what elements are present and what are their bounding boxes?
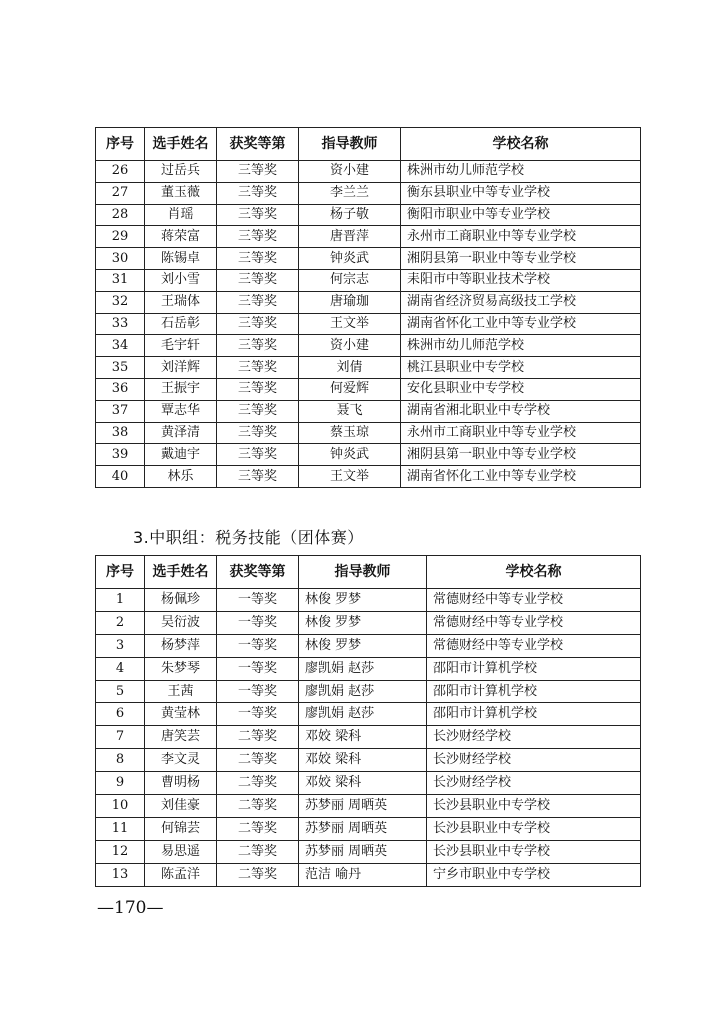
cell-teacher: 钟炎武 — [299, 444, 401, 466]
cell-name: 朱梦琴 — [145, 657, 217, 680]
cell-school: 湖南省湘北职业中专学校 — [401, 400, 641, 422]
table-row — [96, 863, 641, 886]
header-teacher: 指导教师 — [299, 556, 427, 589]
cell-award: 二等奖 — [217, 726, 299, 749]
table-row — [96, 444, 641, 466]
cell-school: 安化县职业中专学校 — [401, 378, 641, 400]
cell-index: 36 — [96, 378, 145, 400]
cell-name: 王茜 — [145, 680, 217, 703]
cell-index: 31 — [96, 269, 145, 291]
cell-index: 29 — [96, 226, 145, 248]
table-row — [96, 795, 641, 818]
cell-name: 蒋荣富 — [145, 226, 217, 248]
cell-name: 刘佳豪 — [145, 795, 217, 818]
cell-award: 三等奖 — [217, 182, 299, 204]
cell-award: 二等奖 — [217, 840, 299, 863]
table-row — [96, 204, 641, 226]
cell-name: 石岳彰 — [145, 313, 217, 335]
table-row — [96, 248, 641, 270]
cell-name: 杨梦萍 — [145, 634, 217, 657]
cell-teacher: 邓姣 梁科 — [299, 772, 427, 795]
cell-school: 湖南省怀化工业中等专业学校 — [401, 313, 641, 335]
cell-teacher: 刘倩 — [299, 357, 401, 379]
cell-teacher: 廖凯娟 赵莎 — [299, 657, 427, 680]
cell-name: 过岳兵 — [145, 161, 217, 183]
cell-teacher: 何宗志 — [299, 269, 401, 291]
cell-index: 37 — [96, 400, 145, 422]
header-index: 序号 — [96, 556, 145, 589]
cell-award: 二等奖 — [217, 749, 299, 772]
table-row — [96, 466, 641, 488]
cell-index: 39 — [96, 444, 145, 466]
cell-teacher: 范洁 喻丹 — [299, 863, 427, 886]
cell-index: 1 — [96, 589, 145, 612]
table-row — [96, 611, 641, 634]
table-row — [96, 840, 641, 863]
cell-award: 三等奖 — [217, 357, 299, 379]
cell-teacher: 杨子敬 — [299, 204, 401, 226]
cell-school: 长沙财经学校 — [427, 772, 641, 795]
cell-school: 长沙财经学校 — [427, 726, 641, 749]
cell-school: 邵阳市计算机学校 — [427, 657, 641, 680]
cell-teacher: 苏梦丽 周晒英 — [299, 817, 427, 840]
cell-index: 6 — [96, 703, 145, 726]
header-name: 选手姓名 — [145, 128, 217, 161]
cell-school: 湘阴县第一职业中等专业学校 — [401, 444, 641, 466]
cell-award: 一等奖 — [217, 657, 299, 680]
cell-award: 一等奖 — [217, 589, 299, 612]
table-row — [96, 634, 641, 657]
table-row — [96, 589, 641, 612]
cell-school: 湖南省经济贸易高级技工学校 — [401, 291, 641, 313]
cell-school: 湘阴县第一职业中等专业学校 — [401, 248, 641, 270]
cell-index: 2 — [96, 611, 145, 634]
cell-index: 8 — [96, 749, 145, 772]
table-row — [96, 226, 641, 248]
cell-school: 株洲市幼儿师范学校 — [401, 161, 641, 183]
cell-school: 永州市工商职业中等专业学校 — [401, 226, 641, 248]
table-row — [96, 817, 641, 840]
table-row — [96, 703, 641, 726]
cell-award: 三等奖 — [217, 291, 299, 313]
cell-name: 肖瑶 — [145, 204, 217, 226]
cell-name: 毛宇轩 — [145, 335, 217, 357]
table-row — [96, 422, 641, 444]
table-row — [96, 161, 641, 183]
cell-index: 27 — [96, 182, 145, 204]
cell-award: 三等奖 — [217, 269, 299, 291]
table-row — [96, 680, 641, 703]
table-row — [96, 749, 641, 772]
cell-index: 4 — [96, 657, 145, 680]
cell-school: 邵阳市计算机学校 — [427, 703, 641, 726]
cell-name: 刘洋辉 — [145, 357, 217, 379]
cell-teacher: 钟炎武 — [299, 248, 401, 270]
cell-teacher: 苏梦丽 周晒英 — [299, 840, 427, 863]
cell-teacher: 蔡玉琼 — [299, 422, 401, 444]
cell-teacher: 林俊 罗梦 — [299, 611, 427, 634]
cell-teacher: 王文举 — [299, 313, 401, 335]
cell-name: 王瑞体 — [145, 291, 217, 313]
cell-name: 易思遥 — [145, 840, 217, 863]
cell-award: 三等奖 — [217, 313, 299, 335]
cell-index: 35 — [96, 357, 145, 379]
cell-name: 吴衍波 — [145, 611, 217, 634]
cell-school: 常德财经中等专业学校 — [427, 611, 641, 634]
cell-name: 唐笑芸 — [145, 726, 217, 749]
table-row — [96, 400, 641, 422]
cell-name: 何锦芸 — [145, 817, 217, 840]
cell-name: 戴迪宇 — [145, 444, 217, 466]
header-name: 选手姓名 — [145, 556, 217, 589]
cell-award: 三等奖 — [217, 400, 299, 422]
cell-index: 11 — [96, 817, 145, 840]
cell-index: 33 — [96, 313, 145, 335]
cell-teacher: 资小建 — [299, 161, 401, 183]
cell-index: 26 — [96, 161, 145, 183]
header-award: 获奖等第 — [217, 556, 299, 589]
cell-name: 陈孟洋 — [145, 863, 217, 886]
cell-index: 38 — [96, 422, 145, 444]
table-row — [96, 357, 641, 379]
cell-school: 长沙县职业中专学校 — [427, 795, 641, 818]
cell-teacher: 资小建 — [299, 335, 401, 357]
cell-award: 一等奖 — [217, 634, 299, 657]
cell-award: 三等奖 — [217, 466, 299, 488]
cell-school: 长沙县职业中专学校 — [427, 817, 641, 840]
cell-award: 一等奖 — [217, 703, 299, 726]
cell-school: 长沙县职业中专学校 — [427, 840, 641, 863]
cell-school: 宁乡市职业中专学校 — [427, 863, 641, 886]
cell-teacher: 廖凯娟 赵莎 — [299, 680, 427, 703]
cell-teacher: 邓姣 梁科 — [299, 749, 427, 772]
cell-teacher: 唐晋萍 — [299, 226, 401, 248]
cell-teacher: 王文举 — [299, 466, 401, 488]
cell-index: 9 — [96, 772, 145, 795]
cell-award: 二等奖 — [217, 863, 299, 886]
table-row — [96, 182, 641, 204]
cell-school: 长沙财经学校 — [427, 749, 641, 772]
cell-school: 衡东县职业中等专业学校 — [401, 182, 641, 204]
cell-index: 12 — [96, 840, 145, 863]
table-row — [96, 378, 641, 400]
cell-index: 28 — [96, 204, 145, 226]
table-row — [96, 291, 641, 313]
cell-award: 二等奖 — [217, 817, 299, 840]
cell-name: 李文灵 — [145, 749, 217, 772]
cell-school: 耒阳市中等职业技术学校 — [401, 269, 641, 291]
cell-teacher: 何爱辉 — [299, 378, 401, 400]
cell-award: 三等奖 — [217, 444, 299, 466]
cell-award: 三等奖 — [217, 248, 299, 270]
table-row — [96, 772, 641, 795]
cell-index: 5 — [96, 680, 145, 703]
table-header-row — [96, 128, 641, 161]
header-teacher: 指导教师 — [299, 128, 401, 161]
cell-school: 株洲市幼儿师范学校 — [401, 335, 641, 357]
cell-name: 黄莹林 — [145, 703, 217, 726]
cell-award: 一等奖 — [217, 611, 299, 634]
cell-teacher: 廖凯娟 赵莎 — [299, 703, 427, 726]
cell-school: 湖南省怀化工业中等专业学校 — [401, 466, 641, 488]
cell-school: 常德财经中等专业学校 — [427, 589, 641, 612]
cell-teacher: 苏梦丽 周晒英 — [299, 795, 427, 818]
cell-name: 黄泽清 — [145, 422, 217, 444]
cell-award: 三等奖 — [217, 422, 299, 444]
cell-name: 刘小雪 — [145, 269, 217, 291]
section-title: 3.中职组：税务技能（团体赛） — [133, 528, 364, 547]
cell-index: 32 — [96, 291, 145, 313]
table-header-row — [96, 556, 641, 589]
header-school: 学校名称 — [401, 128, 641, 161]
cell-award: 一等奖 — [217, 680, 299, 703]
header-award: 获奖等第 — [217, 128, 299, 161]
cell-award: 三等奖 — [217, 161, 299, 183]
table-row — [96, 726, 641, 749]
cell-teacher: 邓姣 梁科 — [299, 726, 427, 749]
table-row — [96, 269, 641, 291]
cell-index: 7 — [96, 726, 145, 749]
page-number: —170— — [97, 898, 164, 918]
header-school: 学校名称 — [427, 556, 641, 589]
cell-teacher: 聂飞 — [299, 400, 401, 422]
cell-index: 34 — [96, 335, 145, 357]
header-index: 序号 — [96, 128, 145, 161]
cell-teacher: 林俊 罗梦 — [299, 589, 427, 612]
cell-school: 衡阳市职业中等专业学校 — [401, 204, 641, 226]
cell-school: 桃江县职业中专学校 — [401, 357, 641, 379]
cell-award: 三等奖 — [217, 378, 299, 400]
cell-award: 三等奖 — [217, 204, 299, 226]
cell-name: 董玉薇 — [145, 182, 217, 204]
cell-name: 林乐 — [145, 466, 217, 488]
cell-award: 三等奖 — [217, 226, 299, 248]
cell-school: 邵阳市计算机学校 — [427, 680, 641, 703]
award-table-2 — [95, 555, 641, 887]
cell-award: 三等奖 — [217, 335, 299, 357]
cell-index: 10 — [96, 795, 145, 818]
cell-name: 陈锡卓 — [145, 248, 217, 270]
award-table-1 — [95, 127, 641, 488]
cell-name: 王振宇 — [145, 378, 217, 400]
table-row — [96, 313, 641, 335]
cell-index: 40 — [96, 466, 145, 488]
cell-name: 曹明杨 — [145, 772, 217, 795]
cell-teacher: 李兰兰 — [299, 182, 401, 204]
cell-school: 永州市工商职业中等专业学校 — [401, 422, 641, 444]
cell-name: 杨佩珍 — [145, 589, 217, 612]
cell-award: 二等奖 — [217, 772, 299, 795]
cell-school: 常德财经中等专业学校 — [427, 634, 641, 657]
table-row — [96, 657, 641, 680]
cell-award: 二等奖 — [217, 795, 299, 818]
cell-index: 13 — [96, 863, 145, 886]
cell-index: 30 — [96, 248, 145, 270]
cell-index: 3 — [96, 634, 145, 657]
cell-teacher: 唐瑜珈 — [299, 291, 401, 313]
table-row — [96, 335, 641, 357]
cell-name: 覃志华 — [145, 400, 217, 422]
cell-teacher: 林俊 罗梦 — [299, 634, 427, 657]
